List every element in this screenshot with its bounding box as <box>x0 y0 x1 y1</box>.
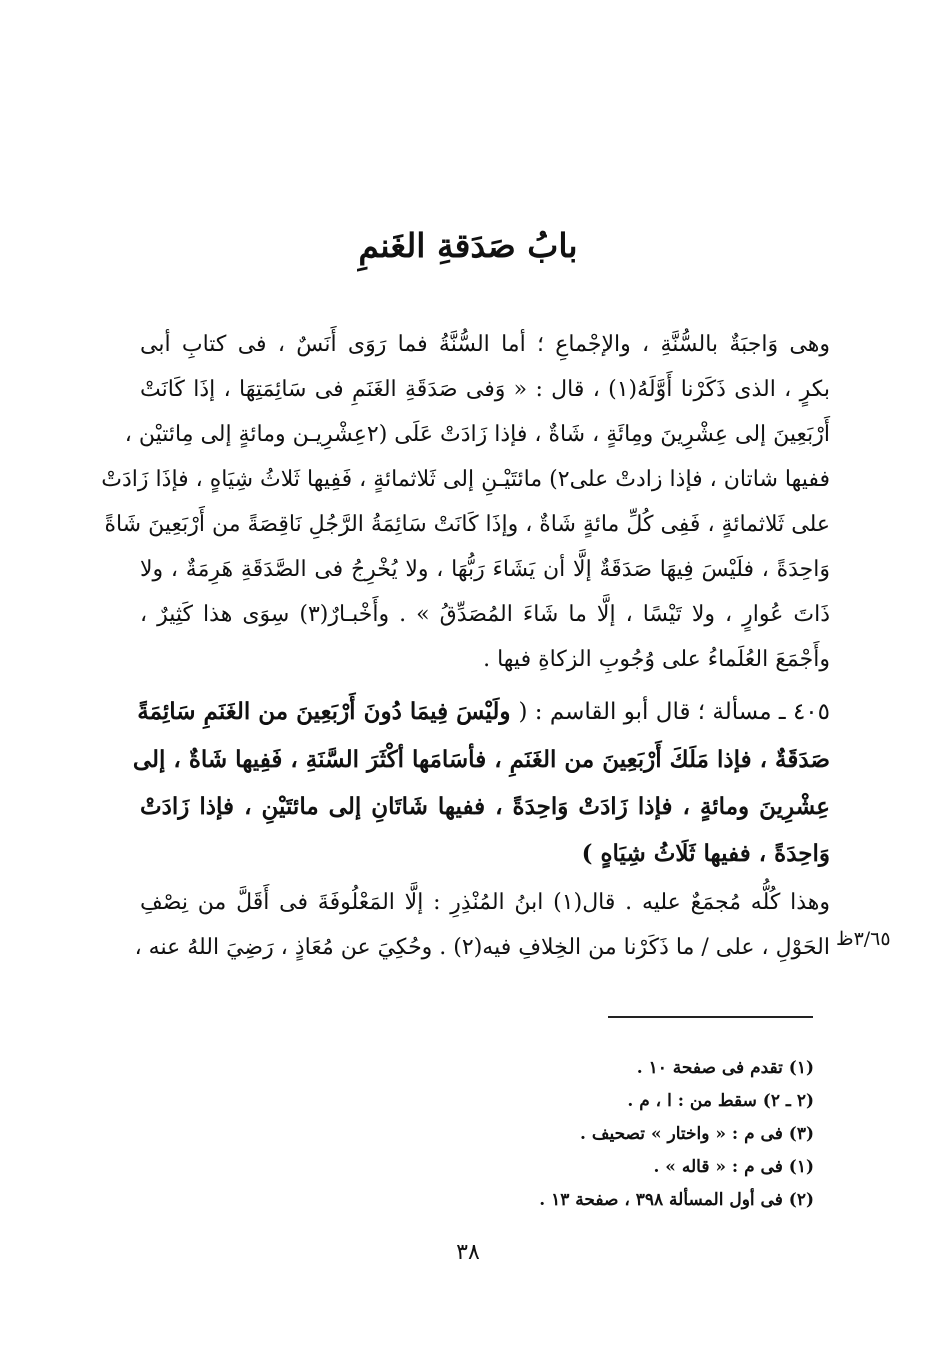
manuscript-folio-note: ٣/٦٥ظ <box>836 928 891 950</box>
chapter-title: بابُ صَدَقةِ الغَنمِ <box>358 226 578 265</box>
masala-text: ولَيْسَ فِيمَا دُونَ أَرْبَعِينَ من الغَنَمِ سَائِمَةً <box>137 698 511 725</box>
text-line: وَاحِدَةً ، فلَيْسَ فِيهَا صَدَقَةٌ إلَّا أن يَشَاءَ رَبُّهَا ، ولا يُخْرِجُ فى الصَّدَقَةِ هَرِمَةٌ ، ولا <box>140 557 830 582</box>
text-line: الحَوْلِ ، على / ما ذَكَرْنا من الخِلافِ فيه(٢) . وحُكِيَ عن مُعَاذٍ ، رَضِيَ اللهُ عنه ، <box>134 935 830 960</box>
text-line: عِشْرِينَ ومائةٍ ، فإذا زَادَتْ وَاحِدَةً ، ففيها شَاتَانِ إلى مائتَيْنِ ، فإذا زَادَتْ <box>140 793 830 820</box>
footnote: (٣) فى م : « واختار » تصحيف . <box>580 1124 814 1144</box>
footnotes <box>300 1052 814 1217</box>
text-line: على ثَلاثمائةٍ ، فَفِى كُلِّ مائةٍ شَاةٌ ، وإذَا كَانَتْ سَائِمَةُ الرَّجُلِ نَاقِصَةً من أَرْبَعِينَ شَاةً <box>104 512 830 537</box>
text-line: أَرْبَعِينَ إلى عِشْرِينَ ومِائَةٍ ، شَاةٌ ، فإذا زَادَتْ عَلَى (٢عِشْرِيـن ومائةٍ إلى مِائتيْن ، <box>124 422 830 447</box>
page-number: ٣٨ <box>456 1240 480 1265</box>
paragraph-intro <box>101 322 831 682</box>
paragraph-commentary <box>134 880 830 970</box>
text-line <box>137 688 830 736</box>
paragraph-masala <box>132 688 830 877</box>
text-line: ذَاتَ عُوارٍ ، ولا تَيْسًا ، إلَّا ما شَاءَ المُصَدِّقُ » . وأَخْبـارٌ(٣) سِوَى هذا كَثِيرٌ ، <box>140 602 831 627</box>
text-line: وهذا كُلُّه مُجمَعٌ عليه . قال(١) ابنُ المُنْذِرِ : إلَّا المَعْلُوفَةَ فى أَقَلَّ من نِصْفِ <box>140 890 830 915</box>
text-line: ففيها شاتان ، فإذا زادتْ على٢) مائتَيْـنِ إلى ثَلاثمائةٍ ، فَفِيها ثَلاثُ شِيَاهٍ ، فإذَا زَادَتْ <box>101 467 830 492</box>
text-line: صَدَقَةٌ ، فإذا مَلَكَ أَرْبَعِينَ من الغَنَمِ ، فأسَامَها أكْثَرَ السَّنَةِ ، فَفِيها شَاةٌ ، إلى <box>132 746 830 773</box>
text-line: وأَجْمَعَ العُلَماءُ على وُجُوبِ الزكاةِ فيها . <box>483 647 830 672</box>
footnote: (٢) فى أول المسألة ٣٩٨ ، صفحة ١٣ . <box>539 1190 814 1210</box>
text-line: وَاحِدَةً ، ففيها ثَلَاثُ شِيَاهٍ ) <box>581 840 830 867</box>
footnote: (١) تقدم فى صفحة ١٠ . <box>636 1058 814 1078</box>
text-line: بكرٍ ، الذى ذَكَرْنا أَوَّلَهُ(١) ، قال : « وَفى صَدَقَةِ الغَنَمِ فى سَائِمَتِهَا ، إذَا كَانَتْ <box>140 377 830 402</box>
masala-lead: ٤٠٥ ـ مسألة ؛ قال أبو القاسم : ( <box>518 699 830 725</box>
text-line: وهى وَاجبَةٌ بالسُّنَّةِ ، والإجْماعِ ؛ أما السُّنَّةُ فما رَوَى أَنَسٌ ، فى كتابِ أبى <box>140 332 830 357</box>
footnote: (١) فى م : « قاله » . <box>653 1157 814 1177</box>
footnote-divider <box>608 1016 813 1018</box>
footnote: (٢ ـ ٢) سقط من : ا ، م . <box>627 1091 814 1111</box>
